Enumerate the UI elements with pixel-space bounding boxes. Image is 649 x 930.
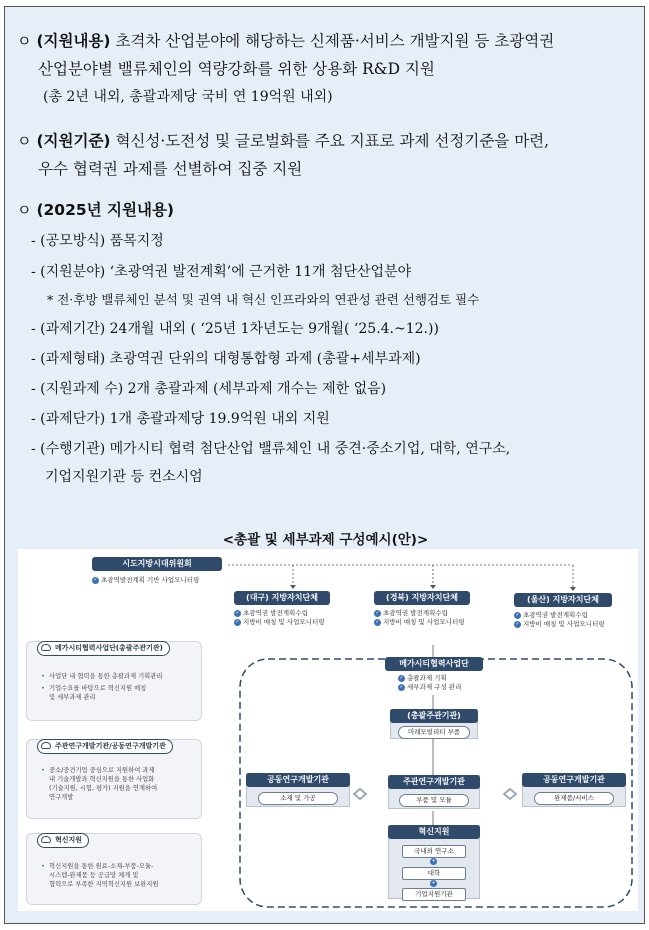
section3-item-continued: 기업지원기관 등 컨소시엄 bbox=[45, 469, 203, 485]
check-icon: ✓ bbox=[399, 674, 404, 681]
panel-item-continued: (기술지원, 시험, 평가) 지원을 연계하여 bbox=[49, 785, 158, 792]
panel-title bbox=[37, 833, 89, 848]
panel-item: • 혁신지원을 통한 원료-소재-부품-모듈- bbox=[49, 862, 153, 871]
section3-heading bbox=[17, 200, 174, 220]
dev-center-pill: 부품 및 모듈 bbox=[399, 794, 469, 807]
check-icon: ✓ bbox=[93, 576, 98, 583]
section3-bullet: ㅇ bbox=[17, 201, 32, 219]
check-icon: ✓ bbox=[399, 683, 404, 690]
section3-label: (2025년 지원내용) bbox=[36, 201, 175, 219]
plus-icon: + bbox=[431, 858, 436, 864]
lead-institution-pill: 미래모빌리티 부품 bbox=[398, 726, 470, 739]
panel-item: • 사업단 내 협력을 통한 총괄과제 기획관리 bbox=[49, 672, 162, 681]
panel-title bbox=[37, 739, 173, 754]
mega-city-item-text: 세부과제 구성 관리 bbox=[407, 683, 462, 691]
section2-text2: 우수 협력권 과제를 선별하여 집중 지원 bbox=[38, 160, 303, 178]
mega-city-item-text: 총괄과제 기획 bbox=[407, 674, 447, 682]
local-gov-daegu-item bbox=[234, 618, 325, 627]
panel-item-continued: 시스템-완제품 등 공급망 체계 및 bbox=[49, 872, 139, 879]
section2-bullet: ㅇ bbox=[17, 132, 32, 150]
dev-right-pill: 완제품/서비스 bbox=[534, 792, 614, 805]
panel-mega-city bbox=[26, 641, 202, 721]
panel-item: • 기업수요를 바탕으로 혁신지원 매칭 bbox=[49, 684, 146, 693]
mega-city-header: 메가시티협력사업단 bbox=[385, 657, 483, 671]
section1-text1: 초격차 산업분야에 해당하는 신제품·서비스 개발지원 등 초광역권 bbox=[115, 32, 555, 50]
dev-center-header: 주관연구개발기관 bbox=[388, 775, 480, 789]
section3-item: - (수행기관) 메가시티 협력 첨단산업 밸류체인 내 중견·중소기업, 대학, 연구소, bbox=[31, 441, 511, 457]
local-gov-daegu-item bbox=[234, 609, 308, 618]
innovation-item: 국내외 연구소 bbox=[402, 845, 466, 858]
committee-item-text: 초광역발전계획 기반 사업모니터링 bbox=[101, 576, 200, 584]
local-gov-ulsan-item bbox=[514, 620, 605, 629]
panel-innovation bbox=[26, 833, 202, 905]
local-gov-item-text: 지방비 매칭 및 사업모니터링 bbox=[523, 620, 605, 628]
plus-icon: + bbox=[431, 880, 436, 886]
section3-item: - (과제형태) 초광역권 단위의 대형통합형 과제 (총괄+세부과제) bbox=[31, 351, 421, 367]
local-gov-gyeongbuk-item bbox=[374, 609, 448, 618]
panel-item-continued: 연구개발 bbox=[49, 794, 74, 801]
section1-bullet: ㅇ bbox=[17, 32, 32, 50]
panel-item-continued: 및 세부과제 관리 bbox=[49, 694, 96, 701]
panel-title-text: 혁신지원 bbox=[55, 836, 83, 844]
panel-title bbox=[37, 641, 170, 656]
local-gov-gyeongbuk-item bbox=[374, 618, 465, 627]
structure-diagram bbox=[18, 549, 638, 911]
section3-item: - (공모방식) 품목지정 bbox=[31, 233, 164, 249]
cloud-icon bbox=[41, 836, 51, 843]
local-gov-item-text: 초광역권 발전계획수립 bbox=[523, 611, 588, 619]
mega-city-item bbox=[398, 683, 461, 692]
check-icon: ✓ bbox=[235, 609, 240, 616]
check-icon: ✓ bbox=[235, 618, 240, 625]
innovation-header: 혁신지원 bbox=[388, 825, 480, 839]
section3-item: - (과제단가) 1개 총괄과제당 19.9억원 내외 지원 bbox=[31, 411, 330, 427]
local-gov-item-text: 초광역권 발전계획수립 bbox=[383, 609, 448, 617]
check-icon: ✓ bbox=[515, 620, 520, 627]
cloud-icon bbox=[41, 742, 51, 749]
diagram-caption: <총괄 및 세부과제 구성예시(안)> bbox=[222, 532, 429, 548]
section1-label: (지원내용) bbox=[36, 32, 111, 50]
local-gov-item-text: 지방비 매칭 및 사업모니터링 bbox=[243, 618, 325, 626]
check-icon: ✓ bbox=[375, 609, 380, 616]
panel-item-continued: 협력으로 부족한 지역혁신지원 보완지원 bbox=[49, 881, 159, 888]
panel-title-text: 주관연구개발기관/공동연구개발기관 bbox=[55, 742, 166, 750]
section1-line1 bbox=[17, 31, 554, 51]
section3-item: - (과제기간) 24개월 내외 ( ‘25년 1차년도는 9개월( ‘25.4.~12.)) bbox=[31, 321, 439, 337]
document-frame bbox=[4, 6, 645, 924]
dev-left-header: 공동연구개발기관 bbox=[246, 773, 350, 787]
section2-line1 bbox=[17, 131, 549, 151]
panel-item-continued: 내 기술개발과 혁신지원을 통한 사업화 bbox=[49, 776, 155, 783]
section3-item: - (지원과제 수) 2개 총괄과제 (세부과제 개수는 제한 없음) bbox=[31, 381, 387, 397]
section1-text2: 산업분야별 밸류체인의 역량강화를 위한 상용화 R&D 지원 bbox=[38, 60, 435, 78]
local-gov-ulsan-header: (울산) 지방자치단체 bbox=[514, 593, 612, 607]
panel-dev-institutions bbox=[26, 739, 202, 819]
check-icon: ✓ bbox=[515, 611, 520, 618]
section2-text1: 혁신성·도전성 및 글로벌화를 주요 지표로 과제 선정기준을 마련, bbox=[115, 132, 550, 150]
mega-city-item bbox=[398, 674, 447, 683]
local-gov-item-text: 초광역권 발전계획수립 bbox=[243, 609, 308, 617]
innovation-item: 대학 bbox=[402, 867, 466, 880]
panel-item: • 중소/중견기업 중심으로 지원하여 과제 bbox=[49, 766, 154, 775]
section1-text3: (총 2년 내외, 총괄과제당 국비 연 19억원 내외) bbox=[43, 89, 333, 105]
local-gov-daegu-header: (대구) 지방자치단체 bbox=[234, 591, 330, 605]
lead-institution-header: (총괄주관기관) bbox=[390, 709, 478, 723]
local-gov-ulsan-item bbox=[514, 611, 588, 620]
cloud-icon bbox=[41, 644, 51, 651]
section2-label: (지원기준) bbox=[36, 132, 111, 150]
innovation-item: 기업지원기관 bbox=[402, 888, 466, 901]
section3-note: * 전·후방 밸류체인 분석 및 권역 내 혁신 인프라와의 연관성 관련 선행검토 필수 bbox=[47, 292, 480, 307]
committee-header: 시도지방시대위원회 bbox=[92, 557, 222, 571]
section3-item: - (지원분야) ‘초광역권 발전계획’에 근거한 11개 첨단산업분야 bbox=[31, 264, 412, 280]
panel-title-text: 메가시티협력사업단(총괄주관기관) bbox=[55, 644, 163, 652]
check-icon: ✓ bbox=[375, 618, 380, 625]
local-gov-item-text: 지방비 매칭 및 사업모니터링 bbox=[383, 618, 465, 626]
dev-right-header: 공동연구개발기관 bbox=[522, 773, 626, 787]
dev-left-pill: 소재 및 가공 bbox=[258, 792, 338, 805]
local-gov-gyeongbuk-header: (경북) 지방자치단체 bbox=[374, 591, 470, 605]
